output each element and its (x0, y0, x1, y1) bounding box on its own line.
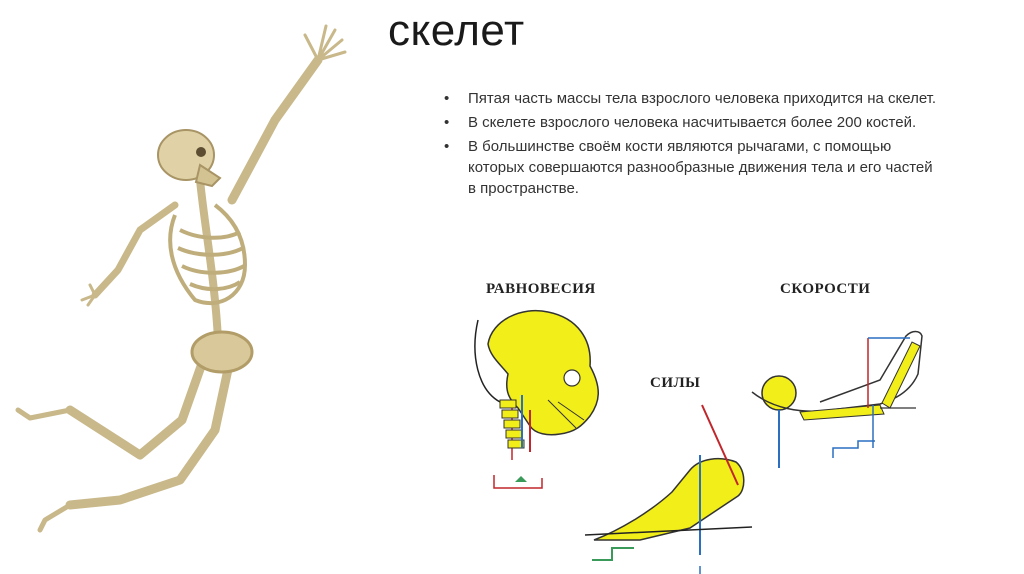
balance-lever-label: РАВНОВЕСИЯ (486, 281, 596, 297)
speed-lever-step (833, 441, 875, 458)
bullet-dot: • (444, 138, 450, 155)
forearm-bone (800, 405, 884, 420)
bullet-dot: • (444, 114, 450, 131)
speed-lever-label: СКОРОСТИ (780, 281, 871, 297)
upper-arm-bone (882, 342, 920, 408)
bullet-text: Пятая часть массы тела взрослого человека приходится на скелет. (468, 90, 937, 107)
ball (762, 376, 796, 410)
force-lever-label: СИЛЫ (650, 375, 701, 391)
bullet-text: В большинстве своём кости являются рычагами, с помощью которых совершаются разнообразные движения тела и его частей в пространстве. (468, 138, 933, 197)
bullet-text: В скелете взрослого человека насчитывается более 200 костей. (468, 114, 917, 131)
slide-title: скелет (388, 6, 525, 55)
bullet-dot: • (444, 90, 450, 107)
